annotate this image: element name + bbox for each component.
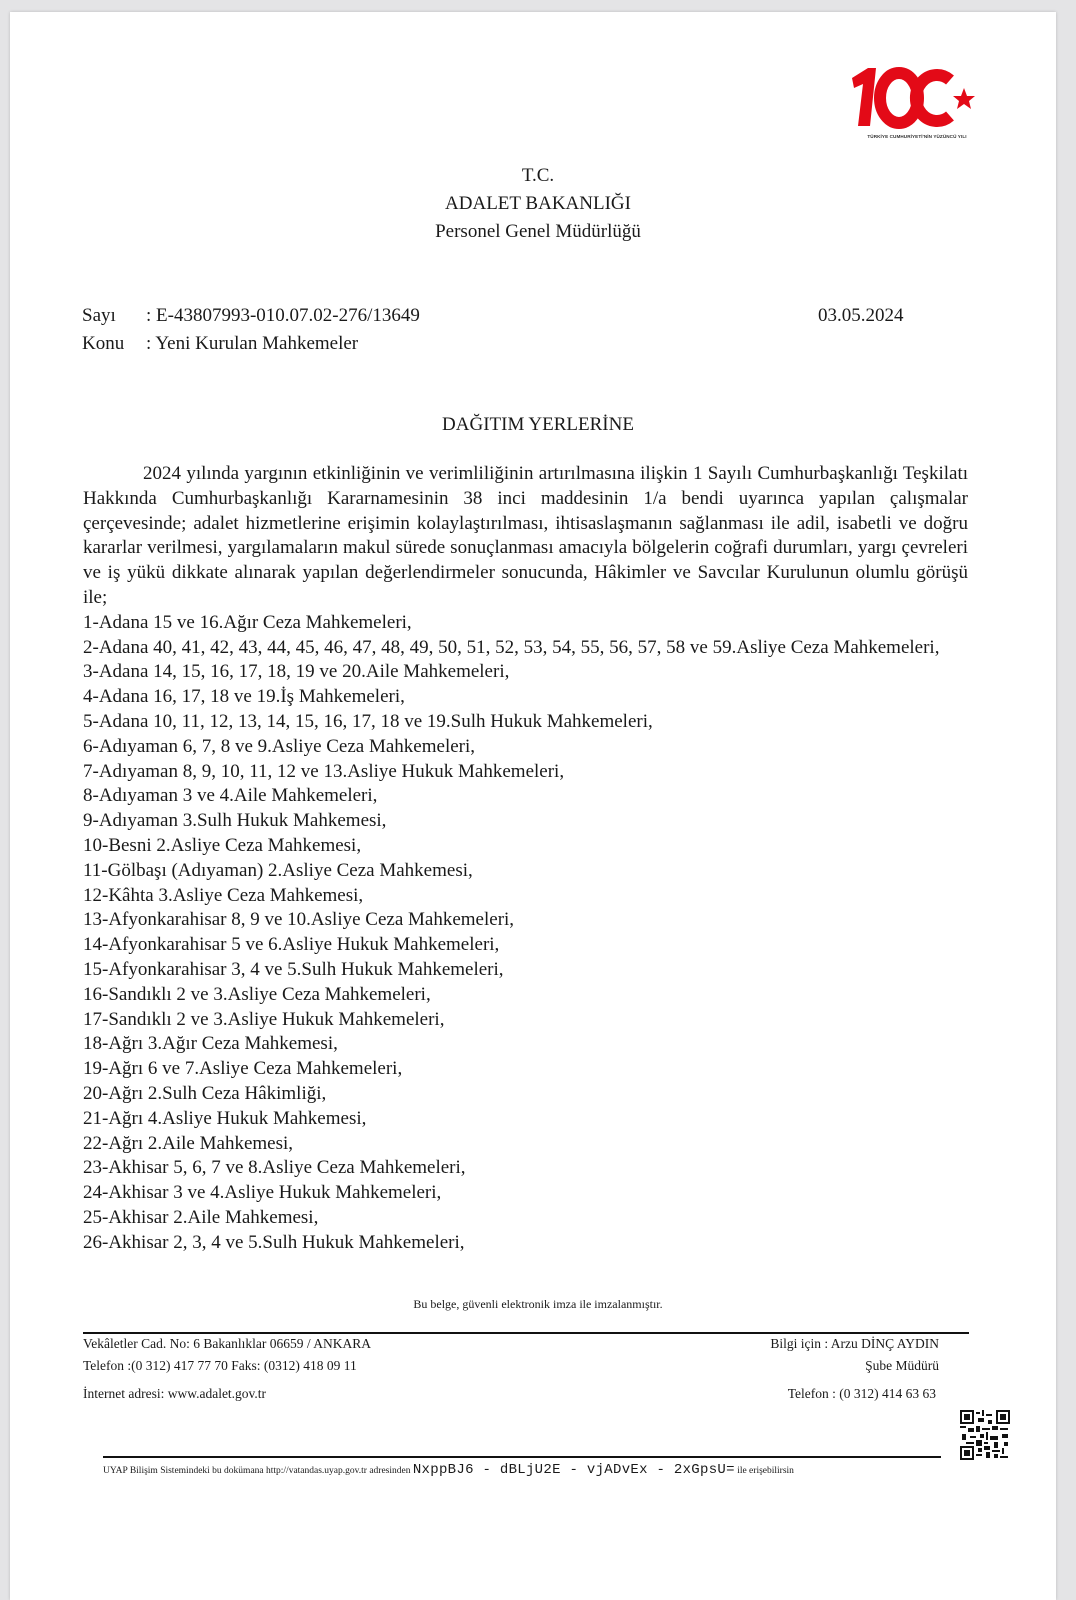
info-title: Şube Müdürü — [865, 1358, 939, 1373]
e-signature-note: Bu belge, güvenli elektronik imza ile imzalanmıştır. — [413, 1297, 663, 1311]
centennial-logo — [846, 58, 986, 148]
header-department: Personel Genel Müdürlüğü — [435, 221, 641, 242]
court-item: 2-Adana 40, 41, 42, 43, 44, 45, 46, 47, 48, 49, 50, 51, 52, 53, 54, 55, 56, 57, 58 ve 59.Asliye Ceza Mahkemeleri, — [83, 636, 940, 658]
court-item: 17-Sandıklı 2 ve 3.Asliye Hukuk Mahkemeleri, — [83, 1008, 445, 1030]
footer-divider — [83, 1332, 969, 1334]
konu-value: : Yeni Kurulan Mahkemeler — [146, 333, 359, 354]
court-item: 7-Adıyaman 8, 9, 10, 11, 12 ve 13.Asliye Hukuk Mahkemeleri, — [83, 760, 565, 782]
court-item: 15-Afyonkarahisar 3, 4 ve 5.Sulh Hukuk Mahkemeleri, — [83, 958, 504, 980]
court-item: 23-Akhisar 5, 6, 7 ve 8.Asliye Ceza Mahkemeleri, — [83, 1157, 466, 1179]
header-tc: T.C. — [521, 165, 555, 186]
footer-address: Vekâletler Cad. No: 6 Bakanlıklar 06659 / ANKARA — [83, 1336, 371, 1351]
court-item: 13-Afyonkarahisar 8, 9 ve 10.Asliye Ceza Mahkemeleri, — [83, 909, 515, 931]
court-item: 16-Sandıklı 2 ve 3.Asliye Ceza Mahkemeleri, — [83, 983, 431, 1005]
court-item: 25-Akhisar 2.Aile Mahkemesi, — [83, 1206, 319, 1228]
footer-website: İnternet adresi: www.adalet.gov.tr — [83, 1386, 267, 1401]
header-ministry: ADALET BAKANLIĞI — [445, 193, 631, 214]
intro-paragraph: 2024 yılında yargının etkinliğinin ve verimliliğinin artırılmasına ilişkin 1 Sayılı Cumhurbaşkanlığı Teşkilatı Hakkında Cumhurbaşkanlığı Kararnamesinin 38 inci maddesinin 1/a bendi uyarınca yapılan çalışmalar çerçevesinde; adalet hizmetlerine erişimin kolaylaştırılması, ihtisaslaşmanın sağlanması ile adil, isabetli ve doğru kararlar verilmesi, yargılamaların makul sürede sonuçlanması amacıyla bölgelerin coğrafi durumları, yargı çevreleri ve iş yükü dikkate alınarak yapılan değerlendirmeler sonucunda, Hâkimler ve Savcılar Kurulunun olumlu görüşü ile; — [83, 463, 968, 608]
recipient-heading: DAĞITIM YERLERİNE — [442, 414, 634, 435]
court-item: 8-Adıyaman 3 ve 4.Aile Mahkemeleri, — [83, 785, 378, 807]
court-item: 6-Adıyaman 6, 7, 8 ve 9.Asliye Ceza Mahkemeleri, — [83, 735, 476, 757]
uyap-access-note — [103, 1462, 941, 1478]
court-item: 5-Adana 10, 11, 12, 13, 14, 15, 16, 17, 18 ve 19.Sulh Hukuk Mahkemeleri, — [83, 710, 653, 732]
court-item: 12-Kâhta 3.Asliye Ceza Mahkemesi, — [83, 884, 364, 906]
court-item: 24-Akhisar 3 ve 4.Asliye Hukuk Mahkemeleri, — [83, 1182, 442, 1204]
turkiye-100-yil-logo-icon — [846, 58, 986, 134]
qr-code-icon — [960, 1410, 1010, 1460]
sayi-value: : E-43807993-010.07.02-276/13649 — [146, 305, 420, 326]
konu-row — [82, 333, 358, 355]
court-item: 22-Ağrı 2.Aile Mahkemesi, — [83, 1132, 294, 1154]
court-item: 14-Afyonkarahisar 5 ve 6.Asliye Hukuk Mahkemeleri, — [83, 934, 500, 956]
court-item: 1-Adana 15 ve 16.Ağır Ceza Mahkemeleri, — [83, 611, 412, 633]
court-item: 26-Akhisar 2, 3, 4 ve 5.Sulh Hukuk Mahkemeleri, — [83, 1231, 465, 1253]
konu-label: Konu — [82, 333, 125, 354]
uyap-divider — [103, 1456, 941, 1458]
uyap-prefix: UYAP Bilişim Sistemindeki bu dokümana http://vatandas.uyap.gov.tr adresinden — [103, 1466, 411, 1476]
uyap-verification-code: NxppBJ6 - dBLjU2E - vjADvEx - 2xGpsU= — [412, 1462, 735, 1478]
court-item: 10-Besni 2.Asliye Ceza Mahkemesi, — [83, 834, 362, 856]
court-item: 20-Ağrı 2.Sulh Ceza Hâkimliği, — [83, 1082, 327, 1104]
court-item: 3-Adana 14, 15, 16, 17, 18, 19 ve 20.Aile Mahkemeleri, — [83, 661, 510, 683]
court-item: 18-Ağrı 3.Ağır Ceza Mahkemesi, — [83, 1033, 338, 1055]
footer-phone-fax: Telefon :(0 312) 417 77 70 Faks: (0312) 418 09 11 — [83, 1358, 357, 1373]
sayi-label: Sayı — [82, 305, 116, 326]
court-item: 21-Ağrı 4.Asliye Hukuk Mahkemesi, — [83, 1107, 367, 1129]
document-body — [83, 462, 968, 1256]
sayi-row — [82, 305, 420, 327]
court-item: 9-Adıyaman 3.Sulh Hukuk Mahkemesi, — [83, 810, 387, 832]
court-item: 19-Ağrı 6 ve 7.Asliye Ceza Mahkemeleri, — [83, 1058, 403, 1080]
info-contact: Bilgi için : Arzu DİNÇ AYDIN — [770, 1336, 939, 1351]
info-phone: Telefon : (0 312) 414 63 63 — [787, 1386, 936, 1401]
court-item: 4-Adana 16, 17, 18 ve 19.İş Mahkemeleri, — [83, 686, 405, 708]
document-date: 03.05.2024 — [818, 305, 904, 326]
court-item: 11-Gölbaşı (Adıyaman) 2.Asliye Ceza Mahkemesi, — [83, 859, 473, 881]
logo-caption: TÜRKİYE CUMHURİYETİ'NİN YÜZÜNCÜ YILI — [867, 134, 967, 139]
uyap-suffix: ile erişebilirsin — [737, 1466, 794, 1476]
